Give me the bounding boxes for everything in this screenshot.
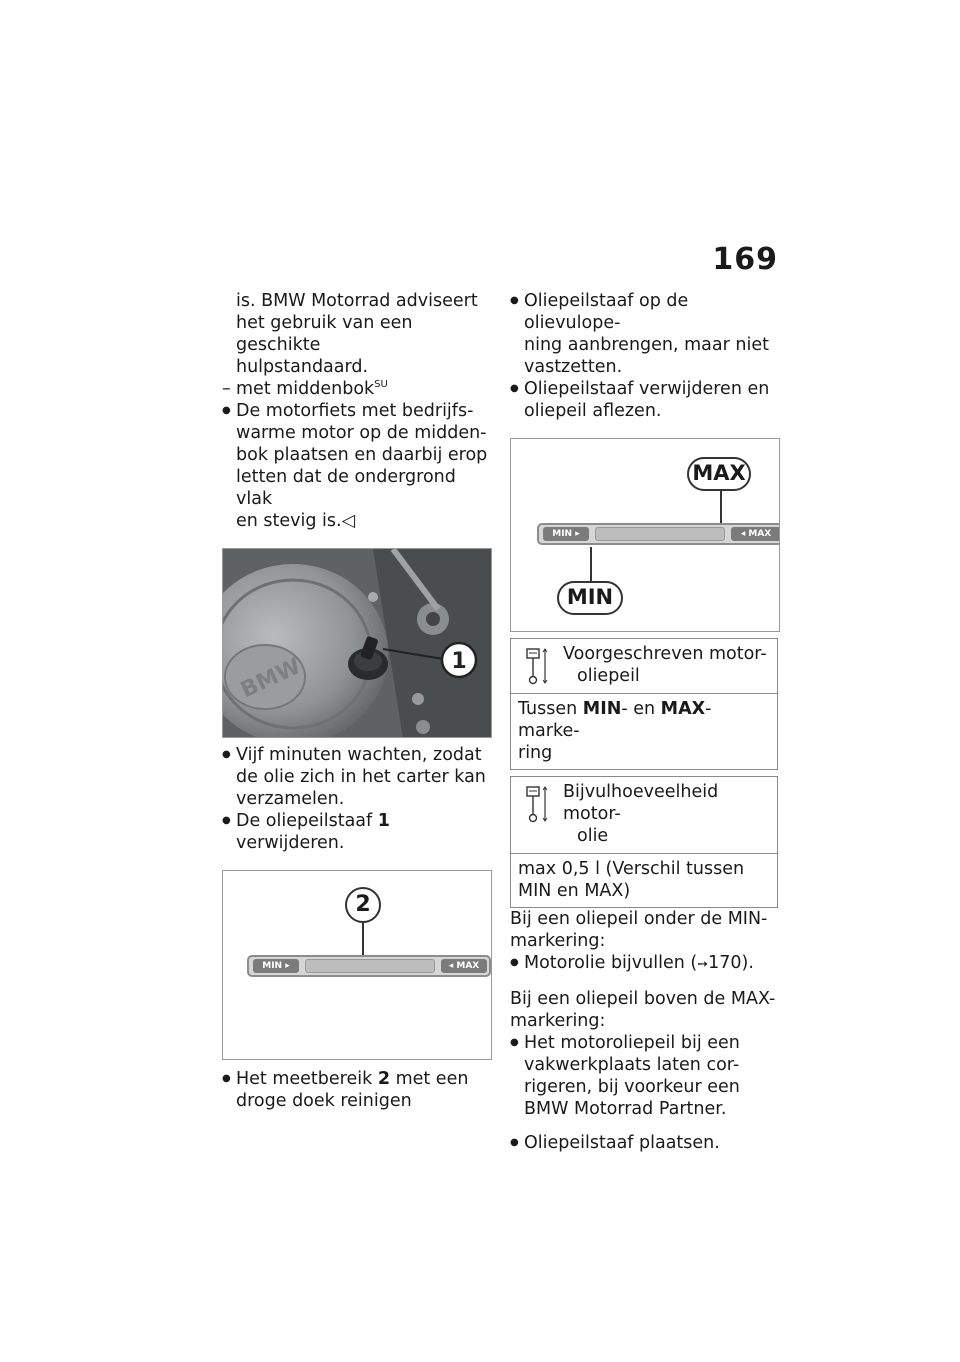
page-reference[interactable]: 170 [708, 953, 742, 973]
engine-logo: BMW [237, 654, 305, 704]
spec-oil-level: Voorgeschreven motor- oliepeil Tussen MIN- en MAX-marke- ring [510, 638, 778, 770]
callout-min: MIN [557, 581, 623, 615]
step-park-motorcycle: ● De motorfiets met bedrijfs- warme motor op de midden- bok plaatsen en daarbij erop letten dat de ondergrond vlak en stevig is.◁ [222, 400, 497, 532]
dipstick-figure-measuring-area [222, 870, 492, 1060]
dipstick-max-mark: ◂ MAX [441, 959, 487, 973]
dipstick-max-mark: ◂ MAX [731, 527, 780, 541]
dipstick-measuring-area [305, 959, 435, 973]
left-column [222, 290, 497, 1112]
step-read-level: ● Oliepeilstaaf verwijderen en oliepeil aflezen. [510, 378, 782, 422]
step-replace-dipstick: ● Oliepeilstaaf plaatsen. [510, 1132, 782, 1154]
dipstick-min-mark: MIN ▸ [253, 959, 299, 973]
callout-max-line [720, 491, 722, 525]
oil-level-icon [517, 643, 557, 687]
callout-max: MAX [687, 457, 751, 491]
step-remove-dipstick: ● De oliepeilstaaf 1 verwijderen. [222, 810, 497, 854]
spec-refill-quantity: Bijvulhoeveelheid motor- olie max 0,5 l (Verschil tussen MIN en MAX) [510, 776, 778, 908]
dipstick [537, 523, 780, 545]
oil-level-icon [517, 781, 557, 825]
callout-1: 1 [451, 649, 467, 674]
variant-label: – met middenbok$^{SU}$ [222, 378, 497, 400]
dipstick [247, 955, 491, 977]
step-clean: ● Het meetbereik 2 met een droge doek reinigen [222, 1068, 497, 1112]
engine-illustration [223, 549, 492, 738]
page-number: 169 [712, 242, 778, 277]
callout-min-line [590, 547, 592, 581]
dipstick-measuring-area [595, 527, 725, 541]
intro-text: is. BMW Motorrad adviseert het gebruik van een geschikte hulpstandaard. [236, 291, 478, 377]
page-reference-arrow-icon[interactable]: ➙ [697, 957, 709, 972]
step-wait: ● Vijf minuten wachten, zodat de olie zich in het carter kan verzamelen. [222, 744, 497, 810]
dipstick-figure-min-max [510, 438, 780, 632]
dipstick-min-mark: MIN ▸ [543, 527, 589, 541]
below-min-heading: Bij een oliepeil onder de MIN- markering: [510, 909, 768, 951]
right-column [510, 290, 782, 1154]
engine-photo [222, 548, 492, 738]
step-insert-dipstick: ● Oliepeilstaaf op de olievulope- ning aanbrengen, maar niet vastzetten. [510, 290, 782, 378]
callout-2-line [362, 923, 364, 959]
step-refill-oil: ● Motorolie bijvullen (➙170). [510, 952, 782, 976]
callout-2: 2 [345, 887, 381, 923]
step-workshop-correction: ● Het motoroliepeil bij een vakwerkplaats laten cor- rigeren, bij voorkeur een BMW Motorrad Partner. [510, 1032, 782, 1120]
above-max-heading: Bij een oliepeil boven de MAX- markering: [510, 989, 776, 1031]
